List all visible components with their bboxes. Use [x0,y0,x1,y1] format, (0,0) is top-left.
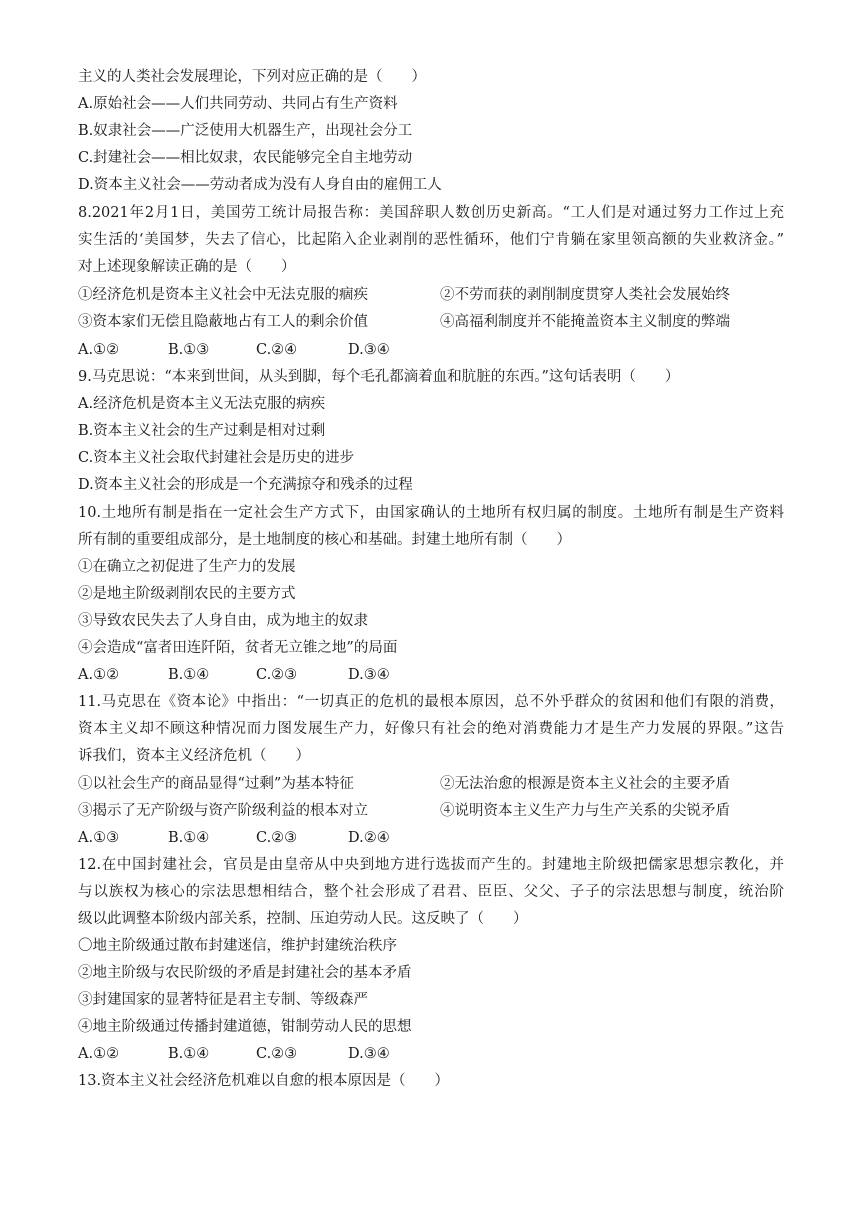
q8-stem-line1: 8.2021年2月1日，美国劳工统计局报告称：美国辞职人数创历史新高。“工人们是对通过努力工作过上充 [78,205,784,221]
q9-option-b: B.资本主义社会的生产过剩是相对过剩 [78,423,326,439]
q8-statement-1: ①经济危机是资本主义社会中无法克服的痼疾 [78,287,368,303]
q12-statement-3: ③封建国家的显著特征是君主专制、等级森严 [78,992,368,1008]
q10-stem-line1: 10.土地所有制是指在一定社会生产方式下，由国家确认的土地所有权归属的制度。土地所有制是生产资料 [78,505,784,521]
q9-option-a: A.经济危机是资本主义无法克服的病疾 [78,396,326,412]
q12-stem-line2: 与以族权为核心的宗法思想相结合，整个社会形成了君君、臣臣、父父、子子的宗法思想与制度，统治阶 [78,884,784,900]
q11-statement-4: ④说明资本主义生产力与生产关系的尖锐矛盾 [440,803,730,819]
q10-statement-1: ①在确立之初促进了生产力的发展 [78,559,296,575]
q11-answer-options [78,828,438,848]
q12-option-d: D.③④ [348,1046,390,1062]
q8-statement-4: ④高福利制度并不能掩盖资本主义制度的弊端 [440,314,730,330]
q12-option-b: B.①④ [168,1046,210,1062]
q8-answer-options [78,340,438,360]
q8-option-b: B.①③ [168,342,210,358]
q12-statement-1: 〇地主阶级通过散布封建迷信，维护封建统治秩序 [78,938,397,954]
q9-option-c: C.资本主义社会取代封建社会是历史的进步 [78,450,355,466]
q12-option-c: C.②③ [256,1046,298,1062]
q12-option-a: A.①② [78,1046,120,1062]
q11-option-c: C.②③ [256,830,298,846]
q11-stem-line3: 诉我们，资本主义经济危机（ ） [78,748,310,764]
q10-statement-2: ②是地主阶级剥削农民的主要方式 [78,586,296,602]
q12-statement-2: ②地主阶级与农民阶级的矛盾是封建社会的基本矛盾 [78,965,412,981]
q10-option-d: D.③④ [348,667,390,683]
q11-option-d: D.②④ [348,830,390,846]
q8-stem-line3: 对上述现象解读正确的是（ ） [78,259,296,275]
q10-statement-3: ③导致农民失去了人身自由，成为地主的奴隶 [78,613,368,629]
q7-option-a: A.原始社会——人们共同劳动、共同占有生产资料 [78,96,398,112]
q7-stem: 主义的人类社会发展理论，下列对应正确的是（ ） [78,69,426,85]
q12-stem-line1: 12.在中国封建社会，官员是由皇帝从中央到地方进行选拔而产生的。封建地主阶级把儒家思想宗教化，并 [78,857,784,873]
q8-option-d: D.③④ [348,342,390,358]
q11-statement-3: ③揭示了无产阶级与资产阶级利益的根本对立 [78,803,368,819]
q11-stem-line2: 资本主义却不顾这种情况而力图发展生产力，好像只有社会的绝对消费能力才是生产力发展的界限。”这告 [78,721,784,737]
q7-option-d: D.资本主义社会——劳动者成为没有人身自由的雇佣工人 [78,177,442,193]
q8-statement-3: ③资本家们无偿且隐蔽地占有工人的剩余价值 [78,314,368,330]
q7-option-c: C.封建社会——相比奴隶，农民能够完全自主地劳动 [78,150,413,166]
q8-option-a: A.①② [78,342,120,358]
q11-option-a: A.①③ [78,830,120,846]
q8-statement-2: ②不劳而获的剥削制度贯穿人类社会发展始终 [440,287,730,303]
q10-option-a: A.①② [78,667,120,683]
q9-stem: 9.马克思说：“本来到世间，从头到脚，每个毛孔都滴着血和肮脏的东西。”这句话表明（ ） [78,369,680,385]
q12-statement-4: ④地主阶级通过传播封建道德，钳制劳动人民的思想 [78,1019,412,1035]
q10-statement-4: ④会造成“富者田连阡陌，贫者无立锥之地”的局面 [78,640,398,656]
q11-stem-line1: 11.马克思在《资本论》中指出：“一切真正的危机的最根本原因，总不外乎群众的贫困和他们有限的消费， [78,694,784,710]
q10-answer-options [78,665,438,685]
q13-stem: 13.资本主义社会经济危机难以自愈的根本原因是（ ） [78,1073,450,1089]
q12-stem-line3: 级以此调整本阶级内部关系，控制、压迫劳动人民。这反映了（ ） [78,911,528,927]
q7-option-b: B.奴隶社会——广泛使用大机器生产，出现社会分工 [78,123,413,139]
q10-stem-line2: 所有制的重要组成部分，是土地制度的核心和基础。封建土地所有制（ ） [78,532,571,548]
q8-option-c: C.②④ [256,342,298,358]
q11-option-b: B.①④ [168,830,210,846]
q11-statement-1: ①以社会生产的商品显得“过剩”为基本特征 [78,776,354,792]
q8-stem-line2: 实生活的‘美国梦，失去了信心，比起陷入企业剥削的恶性循环，他们宁肯躺在家里领高额的失业救济金。” [78,232,784,248]
q11-statement-2: ②无法治愈的根源是资本主义社会的主要矛盾 [440,776,730,792]
q12-answer-options [78,1044,438,1064]
q10-option-c: C.②③ [256,667,298,683]
q10-option-b: B.①④ [168,667,210,683]
q9-option-d: D.资本主义社会的形成是一个充满掠夺和残杀的过程 [78,477,413,493]
